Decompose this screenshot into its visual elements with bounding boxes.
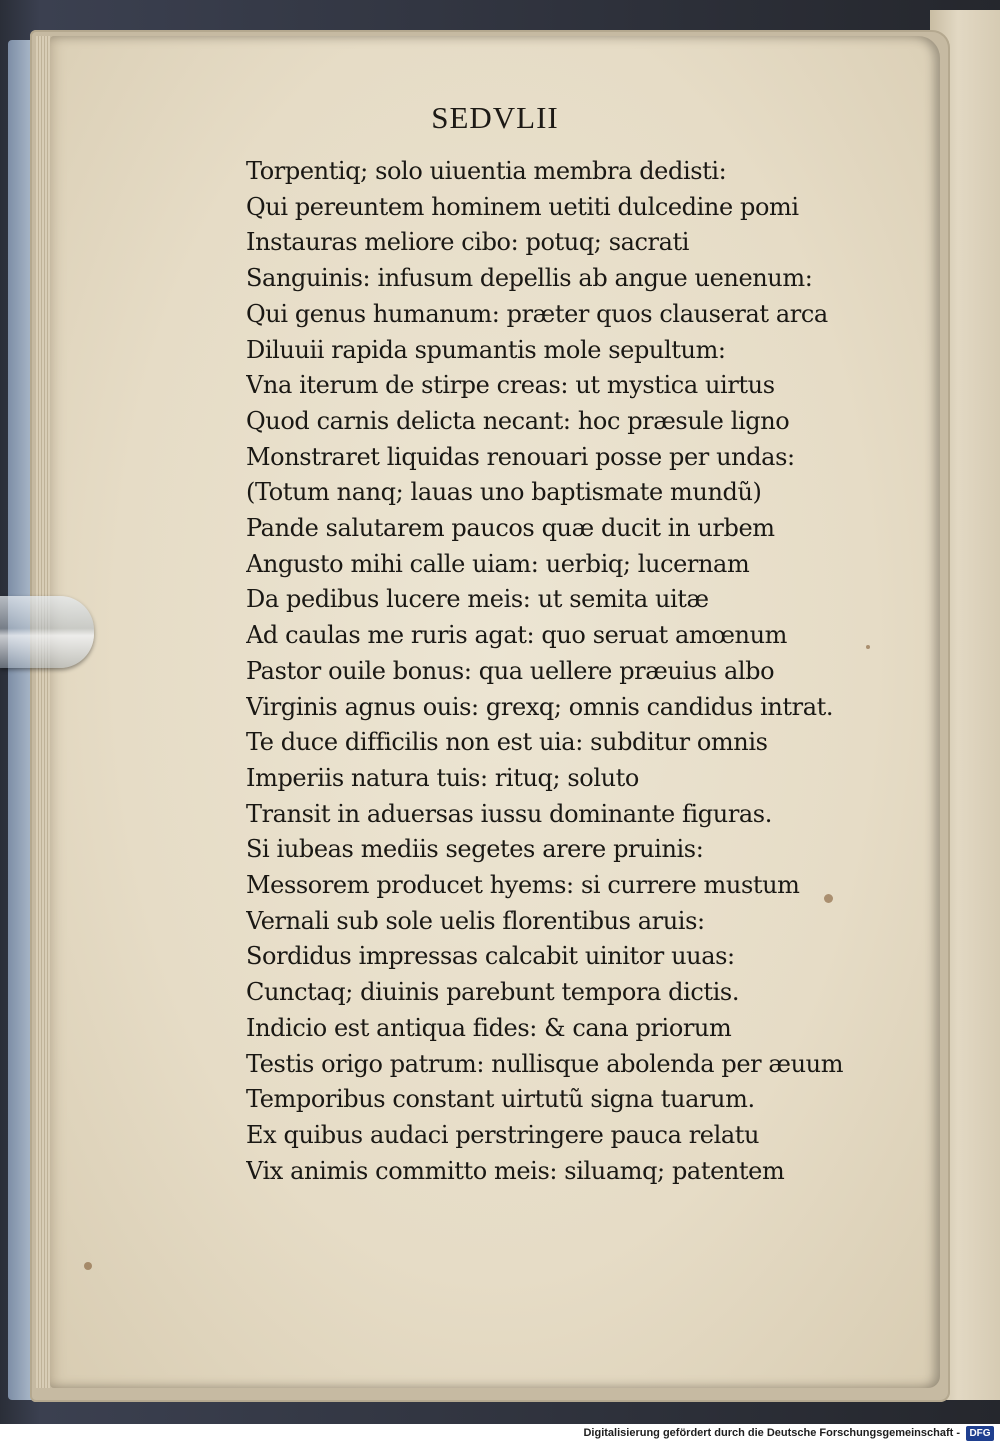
dfg-logo: DFG: [966, 1426, 994, 1441]
verse-line: Sanguinis: infusum depellis ab angue uenenum:: [246, 264, 813, 293]
verse-line: Temporibus constant uirtutũ signa tuarum.: [246, 1085, 755, 1114]
verse-line: Vna iterum de stirpe creas: ut mystica uirtus: [246, 371, 775, 400]
verse-line: Pande salutarem paucos quæ ducit in urbem: [246, 514, 775, 543]
verse-line: Vix animis committo meis: siluamq; patentem: [246, 1156, 785, 1185]
verse-line: Qui genus humanum: præter quos clauserat arca: [246, 299, 828, 328]
verse-line: (Totum nanq; lauas uno baptismate mundũ): [246, 478, 762, 507]
verse-line: Qui pereuntem hominem uetiti dulcedine pomi: [246, 192, 799, 221]
page-holder-clamp: [0, 596, 94, 668]
verse-line: Torpentiq; solo uiuentia membra dedisti:: [246, 157, 727, 185]
verse-line: Indicio est antiqua fides: & cana priorum: [246, 1013, 732, 1042]
ink-stain: [84, 1262, 92, 1270]
ink-stain: [866, 645, 870, 649]
verse-line: Ad caulas me ruris agat: quo seruat amœnum: [246, 621, 788, 650]
verse-line: Messorem producet hyems: si currere mustum: [246, 871, 800, 900]
funding-notice: Digitalisierung gefördert durch die Deutsche Forschungsgemeinschaft -: [583, 1427, 960, 1439]
running-header-text: SEDVLII: [431, 100, 559, 135]
verse-line: Transit in aduersas iussu dominante figuras.: [246, 799, 772, 828]
verse-line: Te duce difficilis non est uia: subditur omnis: [246, 728, 768, 757]
ink-stain: [824, 894, 833, 903]
verse-line: Monstraret liquidas renouari posse per undas:: [246, 442, 795, 471]
verse-line: Testis origo patrum: nullisque abolenda per æuum: [246, 1049, 844, 1078]
verse-line: Virginis agnus ouis: grexq; omnis candidus intrat.: [246, 692, 834, 721]
page-edges: [36, 36, 50, 1388]
verse-line: Angusto mihi calle uiam: uerbiq; lucernam: [246, 549, 750, 578]
verse-line: Da pedibus lucere meis: ut semita uitæ: [246, 585, 709, 614]
verse-text: [246, 154, 906, 1189]
verse-line: Imperiis natura tuis: rituq; soluto: [246, 763, 639, 792]
verse-line: Sordidus impressas calcabit uinitor uuas:: [246, 942, 735, 971]
verse-line: Quod carnis delicta necant: hoc præsule ligno: [246, 406, 790, 435]
verse-line: Pastor ouile bonus: qua uellere præuius albo: [246, 656, 775, 685]
verse-line: Vernali sub sole uelis florentibus aruis:: [246, 906, 705, 935]
verse-line: Ex quibus audaci perstringere pauca relatu: [246, 1120, 760, 1149]
verse-line: Si iubeas mediis segetes arere pruinis:: [246, 835, 704, 864]
running-header: [0, 100, 1000, 136]
verse-line: Instauras meliore cibo: potuq; sacrati: [246, 228, 690, 257]
verse-line: Cunctaq; diuinis parebunt tempora dictis.: [246, 978, 740, 1007]
verse-line: Diluuii rapida spumantis mole sepultum:: [246, 335, 726, 364]
